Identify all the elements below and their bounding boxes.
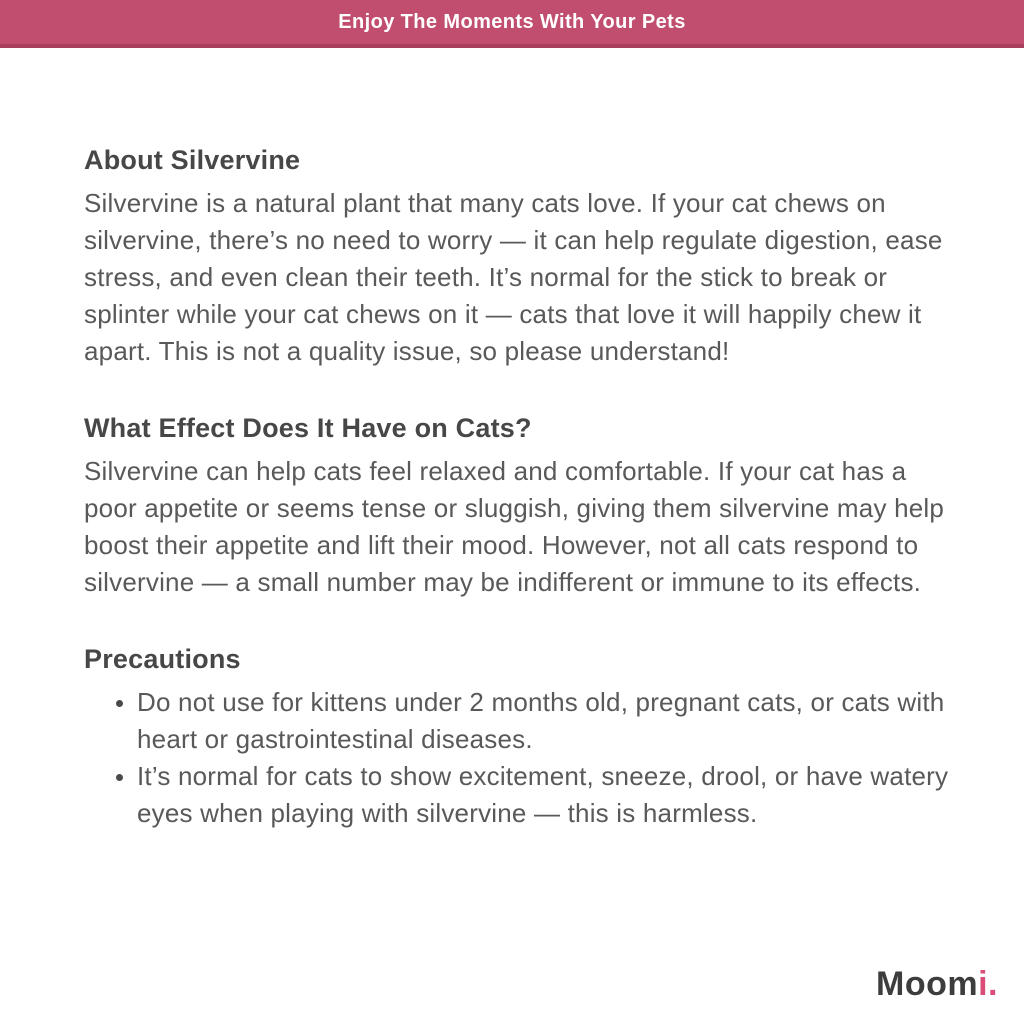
moomi-logo-accent-text: i. [978,965,998,1003]
precautions-heading: Precautions [84,644,241,674]
section-precautions [84,643,960,832]
section-effects-on-cats [84,412,960,601]
effects-on-cats-heading: What Effect Does It Have on Cats? [84,413,532,443]
moomi-logo-dark-text: Moom [876,965,979,1003]
header-title: Enjoy The Moments With Your Pets [338,10,686,33]
content-area [0,48,1020,832]
about-silvervine-heading: About Silvervine [84,145,301,175]
moomi-logo [876,965,998,1004]
precaution-item: • Do not use for kittens under 2 months old, pregnant cats, or cats with heart or gastrointestinal diseases. [137,684,960,758]
section-about-silvervine [84,144,960,370]
precautions-list [84,684,960,832]
header-banner [0,0,1024,48]
about-silvervine-paragraph: Silvervine is a natural plant that many cats love. If your cat chews on silvervine, there’s no need to worry — it can help regulate digestion, ease stress, and even clean their teeth. It’s normal for the stick to break or splinter while your cat chews on it — cats that love it will happily chew it apart. This is not a quality issue, so please understand! [84,188,943,366]
effects-on-cats-paragraph: Silvervine can help cats feel relaxed and comfortable. If your cat has a poor appetite or seems tense or sluggish, giving them silvervine may help boost their appetite and lift their mood. However, not all cats respond to silvervine — a small number may be indifferent or immune to its effects. [84,456,945,597]
precaution-item: • It’s normal for cats to show excitement, sneeze, drool, or have watery eyes when playing with silvervine — this is harmless. [137,758,960,832]
